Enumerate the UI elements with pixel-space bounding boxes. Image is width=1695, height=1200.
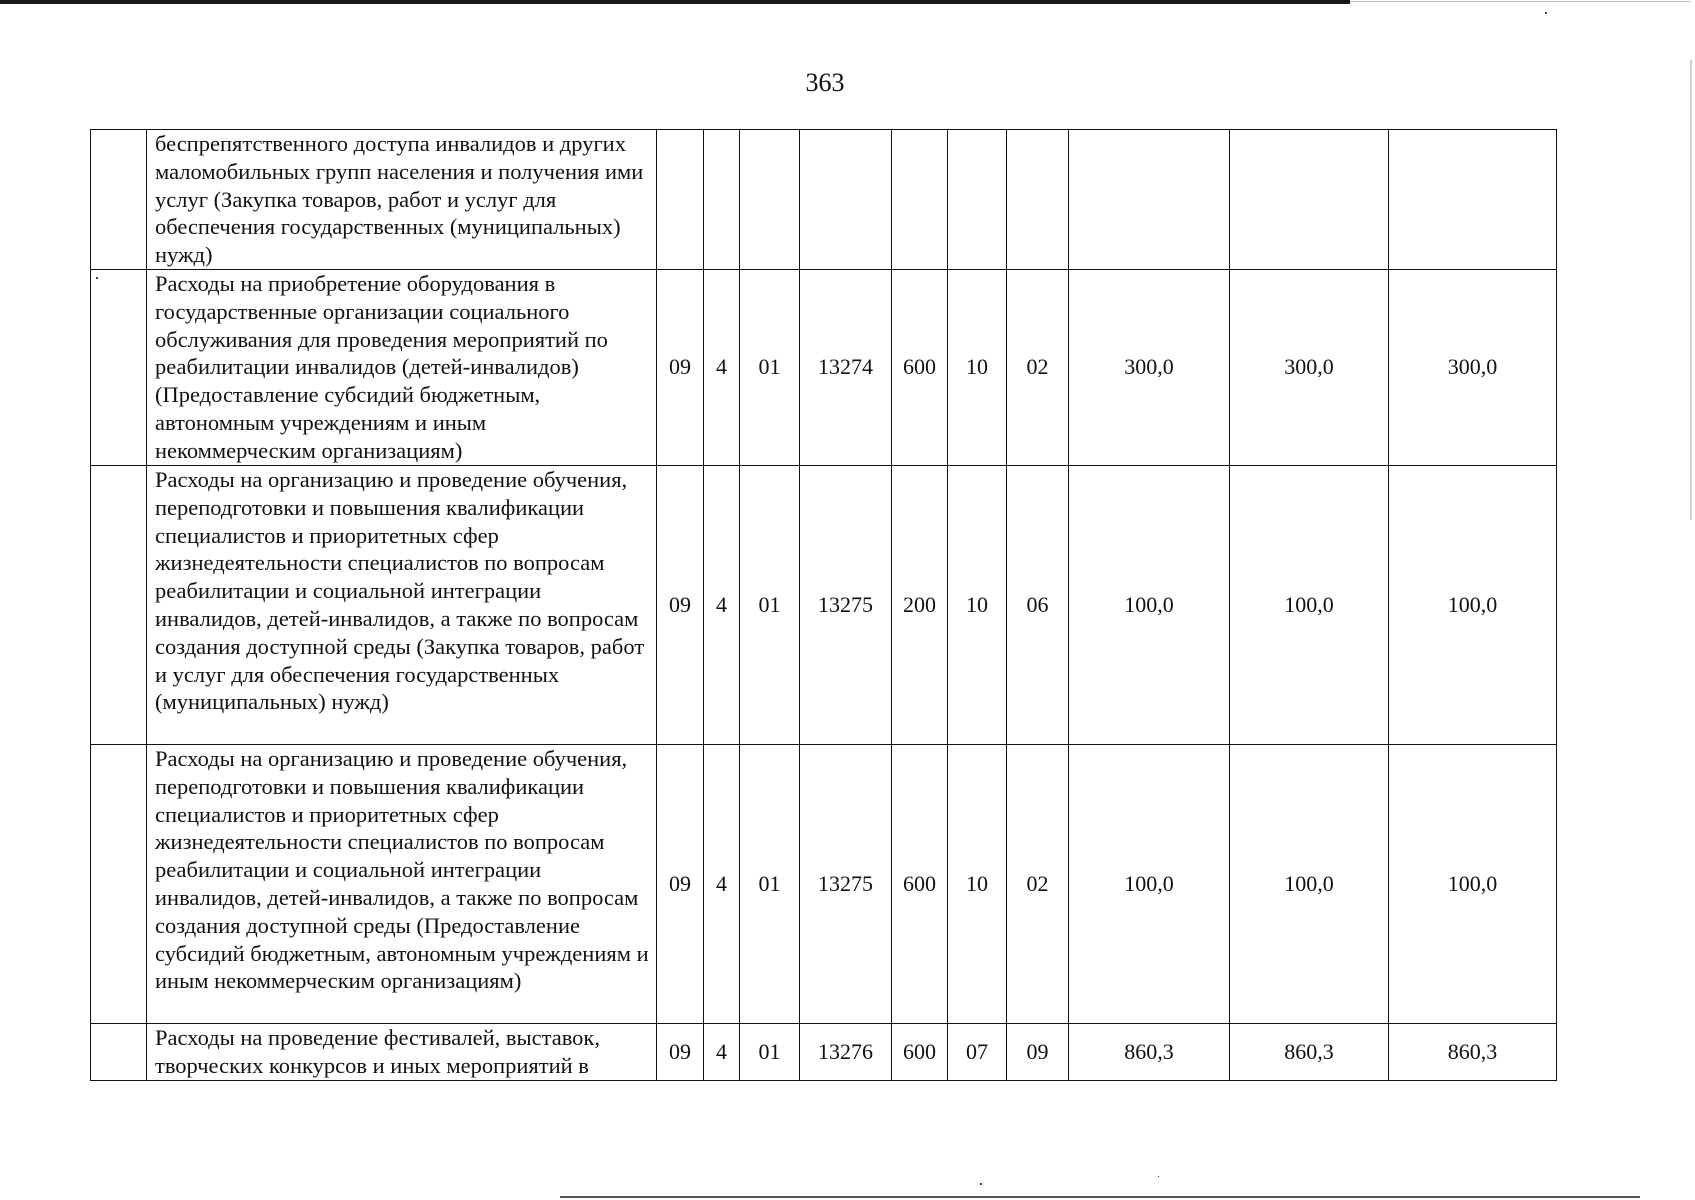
code-cell: 600 <box>892 1023 948 1080</box>
amount-cell <box>1389 130 1557 270</box>
table-row <box>91 744 1557 1023</box>
code-cell: 4 <box>704 1023 740 1080</box>
code-cell: 07 <box>948 1023 1007 1080</box>
code-cell: 600 <box>892 269 948 465</box>
amount-cell: 860,3 <box>1069 1023 1230 1080</box>
code-cell: 4 <box>704 269 740 465</box>
scan-speck <box>980 1183 982 1185</box>
code-cell: 02 <box>1007 744 1069 1023</box>
description-text: Расходы на проведение фестивалей, выставок, творческих конкурсов и иных мероприятий в <box>155 1024 600 1078</box>
code-cell: 01 <box>740 1023 800 1080</box>
code-cell: 09 <box>1007 1023 1069 1080</box>
scan-speck <box>1545 12 1547 14</box>
description-cell: беспрепятственного доступа инвалидов и других маломобильных групп населения и получения ими услуг (Закупка товаров, работ и услуг для обеспечения государственных (муниципальных) нужд) <box>147 130 657 270</box>
amount-cell: 100,0 <box>1069 465 1230 744</box>
code-cell <box>657 130 704 270</box>
scan-edge-bottom <box>560 1196 1640 1198</box>
row-number-cell <box>91 269 147 465</box>
scan-edge-top <box>0 0 1350 4</box>
budget-table <box>90 129 1557 1081</box>
table-row <box>91 130 1557 270</box>
code-cell: 13275 <box>800 465 892 744</box>
amount-cell: 860,3 <box>1230 1023 1389 1080</box>
amount-cell <box>1230 130 1389 270</box>
code-cell: 01 <box>740 465 800 744</box>
scan-edge-right <box>1690 60 1692 520</box>
scan-speck <box>1158 1176 1159 1177</box>
amount-cell: 300,0 <box>1389 269 1557 465</box>
description-cell: Расходы на организацию и проведение обучения, переподготовки и повышения квалификации специалистов и приоритетных сфер жизнедеятельности специалистов по вопросам реабилитации и социальной интеграции инвалидов, детей-инвалидов, а также по вопросам создания доступной среды (Предоставление субсидий бюджетным, автономным учреждениям и иным некоммерческим организациям) <box>147 744 657 1023</box>
amount-cell: 300,0 <box>1230 269 1389 465</box>
row-number-cell <box>91 130 147 270</box>
table-row <box>91 465 1557 744</box>
code-cell: 09 <box>657 1023 704 1080</box>
amount-cell: 100,0 <box>1069 744 1230 1023</box>
table-row <box>91 269 1557 465</box>
amount-cell: 100,0 <box>1230 744 1389 1023</box>
table-row <box>91 1023 1557 1080</box>
code-cell: 06 <box>1007 465 1069 744</box>
description-cell: Расходы на организацию и проведение обучения, переподготовки и повышения квалификации специалистов и приоритетных сфер жизнедеятельности специалистов по вопросам реабилитации и социальной интеграции инвалидов, детей-инвалидов, а также по вопросам создания доступной среды (Закупка товаров, работ и услуг для обеспечения государственных (муниципальных) нужд) <box>147 465 657 744</box>
code-cell: 4 <box>704 744 740 1023</box>
code-cell <box>892 130 948 270</box>
amount-cell <box>1069 130 1230 270</box>
code-cell: 02 <box>1007 269 1069 465</box>
code-cell: 10 <box>948 269 1007 465</box>
scan-edge-top-faint <box>1350 1 1690 2</box>
row-number-cell <box>91 1023 147 1080</box>
description-cell: Расходы на приобретение оборудования в государственные организации социального обслуживания для проведения мероприятий по реабилитации инвалидов (детей-инвалидов) (Предоставление субсидий бюджетным, автономным учреждениям и иным некоммерческим организациям) <box>147 269 657 465</box>
description-cell <box>147 1023 657 1080</box>
page-number: 363 <box>805 68 845 97</box>
code-cell: 09 <box>657 269 704 465</box>
row-number-cell <box>91 465 147 744</box>
code-cell: 09 <box>657 744 704 1023</box>
code-cell: 10 <box>948 465 1007 744</box>
amount-cell: 100,0 <box>1389 744 1557 1023</box>
amount-cell: 100,0 <box>1230 465 1389 744</box>
amount-cell: 100,0 <box>1389 465 1557 744</box>
code-cell: 4 <box>704 465 740 744</box>
code-cell <box>1007 130 1069 270</box>
code-cell: 13275 <box>800 744 892 1023</box>
amount-cell: 860,3 <box>1389 1023 1557 1080</box>
row-number-cell <box>91 744 147 1023</box>
code-cell: 13274 <box>800 269 892 465</box>
amount-cell: 300,0 <box>1069 269 1230 465</box>
code-cell: 200 <box>892 465 948 744</box>
code-cell <box>740 130 800 270</box>
code-cell <box>704 130 740 270</box>
code-cell: 10 <box>948 744 1007 1023</box>
code-cell: 600 <box>892 744 948 1023</box>
code-cell <box>948 130 1007 270</box>
code-cell: 01 <box>740 744 800 1023</box>
code-cell: 13276 <box>800 1023 892 1080</box>
code-cell: 01 <box>740 269 800 465</box>
code-cell: 09 <box>657 465 704 744</box>
code-cell <box>800 130 892 270</box>
